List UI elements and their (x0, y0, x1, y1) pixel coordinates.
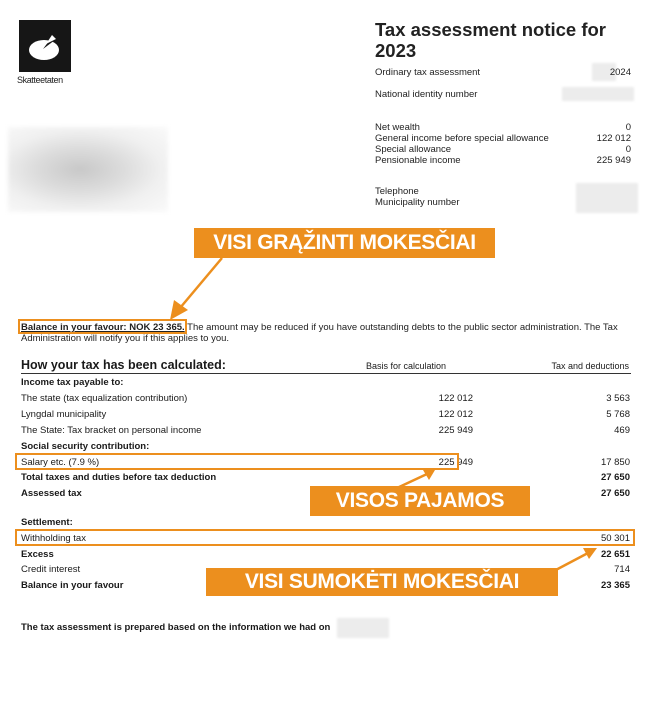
summary-row: Special allowance 0 (375, 144, 631, 155)
summary-row: Net wealth 0 (375, 122, 631, 133)
summary-row: Pensionable income 225 949 (375, 155, 631, 166)
withholding-highlight-box (15, 529, 635, 546)
national-id-row: National identity number (375, 89, 631, 101)
balance-notice: Balance in your favour: NOK 23 365. The amount may be reduced if you have outstanding debts to the public sector administration. The Tax Administration will notify you if this applies to you. (21, 322, 618, 344)
municipality-row: Municipality number (375, 197, 460, 208)
skatteetaten-logo-icon (19, 20, 71, 72)
table-row-withholding: Withholding tax 50 301 (21, 533, 630, 544)
summary-row: General income before special allowance 122 012 (375, 133, 631, 144)
calculation-header: How your tax has been calculated: Basis for calculation Tax and deductions (21, 358, 629, 372)
redacted-date (337, 618, 389, 638)
annotation-refund-label: VISI GRĄŽINTI MOKESČIAI (194, 228, 495, 258)
redacted-address (8, 127, 168, 212)
balance-highlight-box (18, 319, 187, 334)
table-row-salary: Salary etc. (7.9 %) 225 949 17 850 (21, 457, 630, 468)
table-row: Social security contribution: (21, 441, 150, 452)
table-row: Credit interest 714 (21, 564, 630, 575)
table-row: Assessed tax 27 650 (21, 488, 630, 499)
page-title: Tax assessment notice for 2023 (375, 19, 606, 61)
logo-text: Skatteetaten (17, 75, 63, 85)
table-row: Balance in your favour 23 365 (21, 580, 630, 591)
table-row: The state (tax equalization contribution) 122 012 3 563 (21, 393, 630, 404)
redacted-contact (576, 183, 638, 213)
annotation-paid-label: VISI SUMOKĖTI MOKESČIAI (206, 568, 558, 596)
table-row: Settlement: (21, 517, 73, 528)
salary-highlight-box (15, 453, 459, 470)
redacted-national-id (562, 87, 634, 101)
ordinary-assessment-row: Ordinary tax assessment 2024 (375, 67, 631, 79)
table-row: Total taxes and duties before tax deduction 27 650 (21, 472, 630, 483)
footer-note: The tax assessment is prepared based on the information we had on (21, 622, 331, 633)
annotation-income-label: VISOS PAJAMOS (310, 486, 530, 516)
table-row: Income tax payable to: (21, 377, 124, 388)
table-row: The State: Tax bracket on personal income 225 949 469 (21, 425, 630, 436)
arrow-icon (160, 256, 230, 326)
table-row: Excess 22 651 (21, 549, 630, 560)
telephone-row: Telephone (375, 186, 419, 197)
table-row: Lyngdal municipality 122 012 5 768 (21, 409, 630, 420)
balance-highlight: Balance in your favour: NOK 23 365. (21, 322, 185, 333)
